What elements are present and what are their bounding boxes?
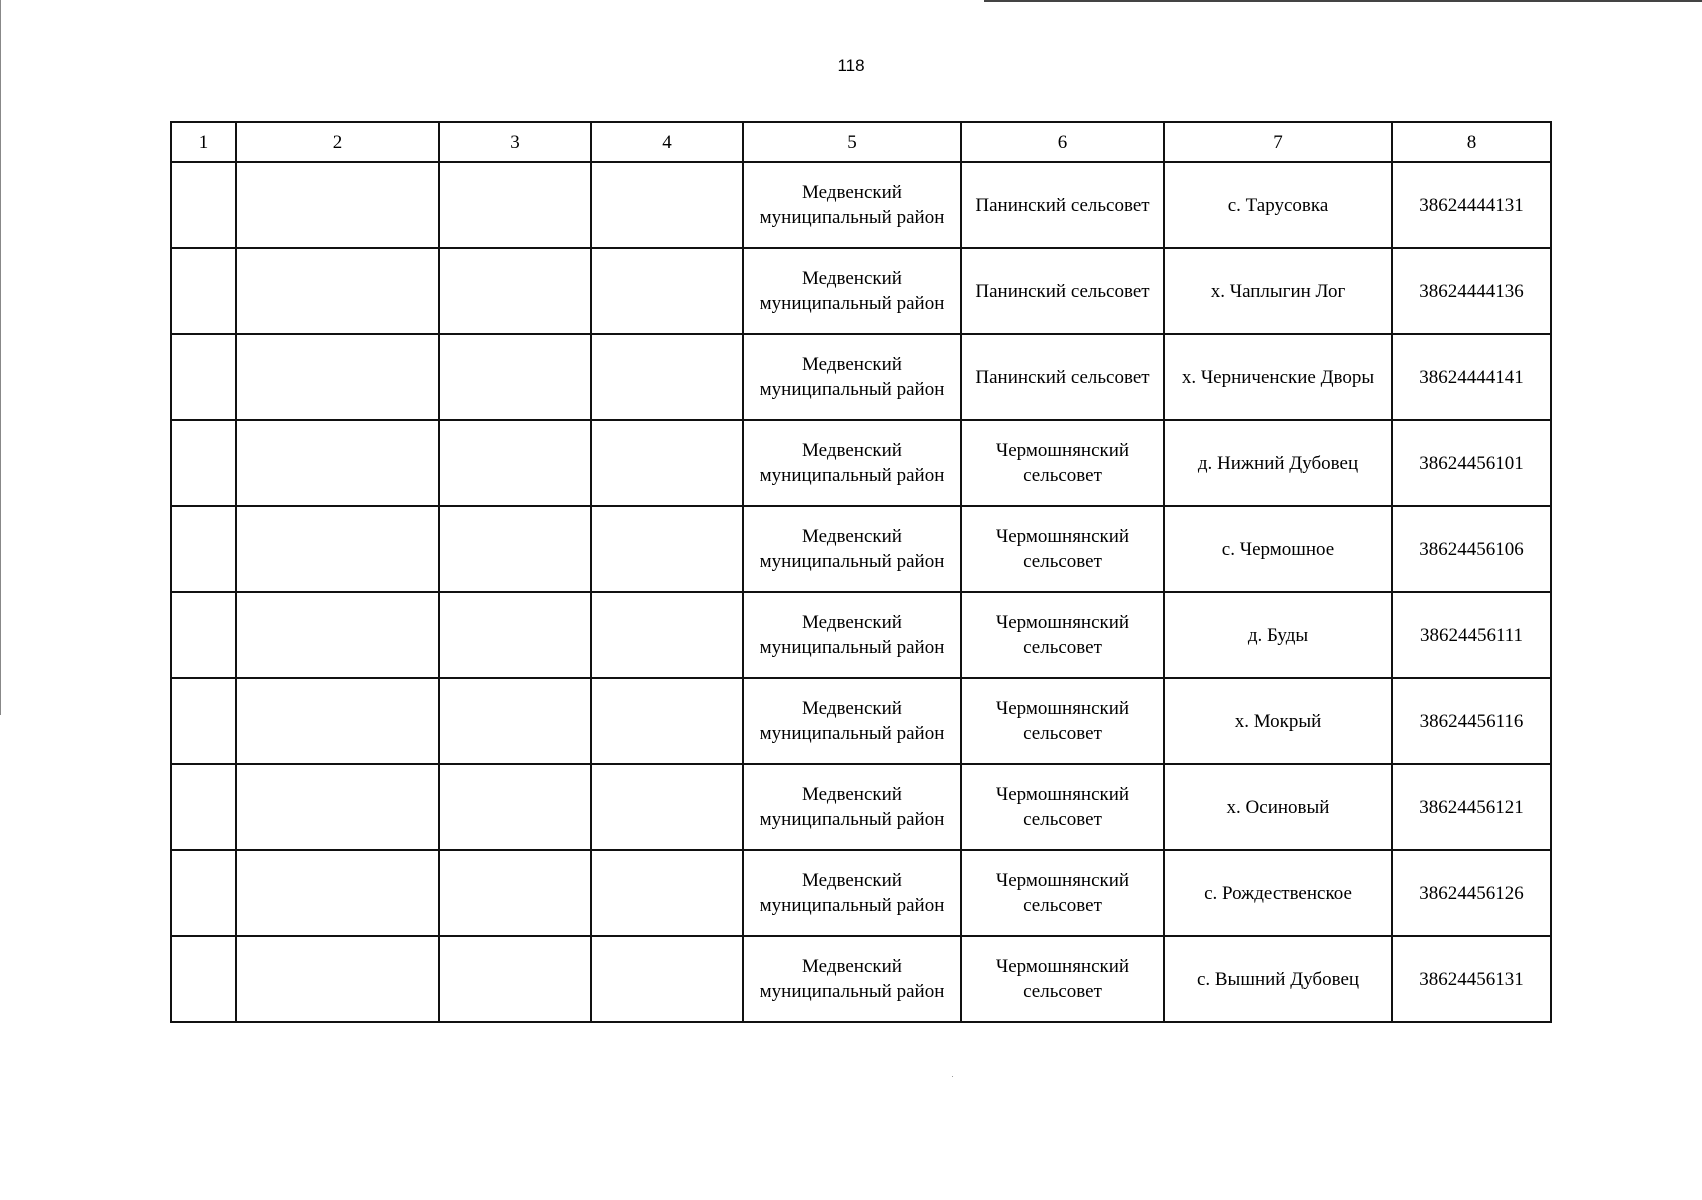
district-cell: Медвенский муниципальный район: [743, 248, 961, 334]
empty-cell: [171, 764, 236, 850]
council-cell: Чермошнянский сельсовет: [961, 420, 1164, 506]
code-cell: 38624444141: [1392, 334, 1551, 420]
empty-cell: [171, 162, 236, 248]
code-cell: 38624456101: [1392, 420, 1551, 506]
column-header: 7: [1164, 122, 1392, 162]
empty-cell: [591, 764, 743, 850]
settlement-cell: с. Чермошное: [1164, 506, 1392, 592]
council-cell: Чермошнянский сельсовет: [961, 936, 1164, 1022]
empty-cell: [236, 592, 439, 678]
code-cell: 38624456116: [1392, 678, 1551, 764]
empty-cell: [439, 162, 591, 248]
column-header: 8: [1392, 122, 1551, 162]
empty-cell: [171, 420, 236, 506]
empty-cell: [591, 162, 743, 248]
district-cell: Медвенский муниципальный район: [743, 592, 961, 678]
empty-cell: [591, 420, 743, 506]
column-header: 3: [439, 122, 591, 162]
empty-cell: [236, 506, 439, 592]
empty-cell: [171, 334, 236, 420]
code-cell: 38624456121: [1392, 764, 1551, 850]
empty-cell: [591, 334, 743, 420]
table-row: [171, 506, 1551, 592]
empty-cell: [236, 420, 439, 506]
district-cell: Медвенский муниципальный район: [743, 678, 961, 764]
empty-cell: [591, 678, 743, 764]
column-header: 4: [591, 122, 743, 162]
table-row: [171, 592, 1551, 678]
council-cell: Панинский сельсовет: [961, 162, 1164, 248]
empty-cell: [171, 592, 236, 678]
code-cell: 38624444136: [1392, 248, 1551, 334]
district-cell: Медвенский муниципальный район: [743, 936, 961, 1022]
settlement-cell: с. Вышний Дубовец: [1164, 936, 1392, 1022]
empty-cell: [236, 678, 439, 764]
empty-cell: [439, 678, 591, 764]
table-row: [171, 334, 1551, 420]
empty-cell: [439, 420, 591, 506]
settlement-cell: х. Осиновый: [1164, 764, 1392, 850]
table-row: [171, 850, 1551, 936]
council-cell: Чермошнянский сельсовет: [961, 592, 1164, 678]
scan-edge-left: [0, 0, 1, 715]
table-row: [171, 162, 1551, 248]
empty-cell: [236, 162, 439, 248]
council-cell: Панинский сельсовет: [961, 248, 1164, 334]
settlement-cell: д. Нижний Дубовец: [1164, 420, 1392, 506]
council-cell: Чермошнянский сельсовет: [961, 506, 1164, 592]
settlement-cell: х. Чаплыгин Лог: [1164, 248, 1392, 334]
empty-cell: [236, 936, 439, 1022]
table-row: [171, 764, 1551, 850]
empty-cell: [591, 506, 743, 592]
empty-cell: [439, 334, 591, 420]
column-header: 2: [236, 122, 439, 162]
council-cell: Чермошнянский сельсовет: [961, 850, 1164, 936]
code-cell: 38624444131: [1392, 162, 1551, 248]
column-header: 6: [961, 122, 1164, 162]
settlement-cell: х. Мокрый: [1164, 678, 1392, 764]
council-cell: Чермошнянский сельсовет: [961, 764, 1164, 850]
district-cell: Медвенский муниципальный район: [743, 850, 961, 936]
settlement-cell: с. Рождественское: [1164, 850, 1392, 936]
code-cell: 38624456111: [1392, 592, 1551, 678]
empty-cell: [439, 248, 591, 334]
empty-cell: [591, 850, 743, 936]
empty-cell: [591, 936, 743, 1022]
district-cell: Медвенский муниципальный район: [743, 334, 961, 420]
empty-cell: [236, 850, 439, 936]
empty-cell: [171, 248, 236, 334]
district-cell: Медвенский муниципальный район: [743, 764, 961, 850]
scan-edge-top: [984, 0, 1702, 2]
council-cell: Панинский сельсовет: [961, 334, 1164, 420]
code-cell: 38624456131: [1392, 936, 1551, 1022]
code-cell: 38624456106: [1392, 506, 1551, 592]
column-header: 1: [171, 122, 236, 162]
scan-speck: [952, 1076, 953, 1077]
district-cell: Медвенский муниципальный район: [743, 162, 961, 248]
empty-cell: [236, 248, 439, 334]
district-cell: Медвенский муниципальный район: [743, 420, 961, 506]
settlements-table: [170, 121, 1552, 1023]
empty-cell: [171, 850, 236, 936]
empty-cell: [236, 334, 439, 420]
council-cell: Чермошнянский сельсовет: [961, 678, 1164, 764]
empty-cell: [439, 764, 591, 850]
column-header: 5: [743, 122, 961, 162]
empty-cell: [591, 592, 743, 678]
empty-cell: [439, 592, 591, 678]
table-row: [171, 678, 1551, 764]
table-row: [171, 420, 1551, 506]
code-cell: 38624456126: [1392, 850, 1551, 936]
empty-cell: [439, 936, 591, 1022]
empty-cell: [439, 850, 591, 936]
empty-cell: [591, 248, 743, 334]
empty-cell: [171, 506, 236, 592]
settlement-cell: х. Черниченские Дворы: [1164, 334, 1392, 420]
empty-cell: [439, 506, 591, 592]
table-row: [171, 248, 1551, 334]
table-row: [171, 936, 1551, 1022]
header-row: [171, 122, 1551, 162]
district-cell: Медвенский муниципальный район: [743, 506, 961, 592]
settlement-cell: д. Буды: [1164, 592, 1392, 678]
page-number: 118: [837, 56, 865, 75]
empty-cell: [171, 936, 236, 1022]
settlement-cell: с. Тарусовка: [1164, 162, 1392, 248]
empty-cell: [171, 678, 236, 764]
empty-cell: [236, 764, 439, 850]
